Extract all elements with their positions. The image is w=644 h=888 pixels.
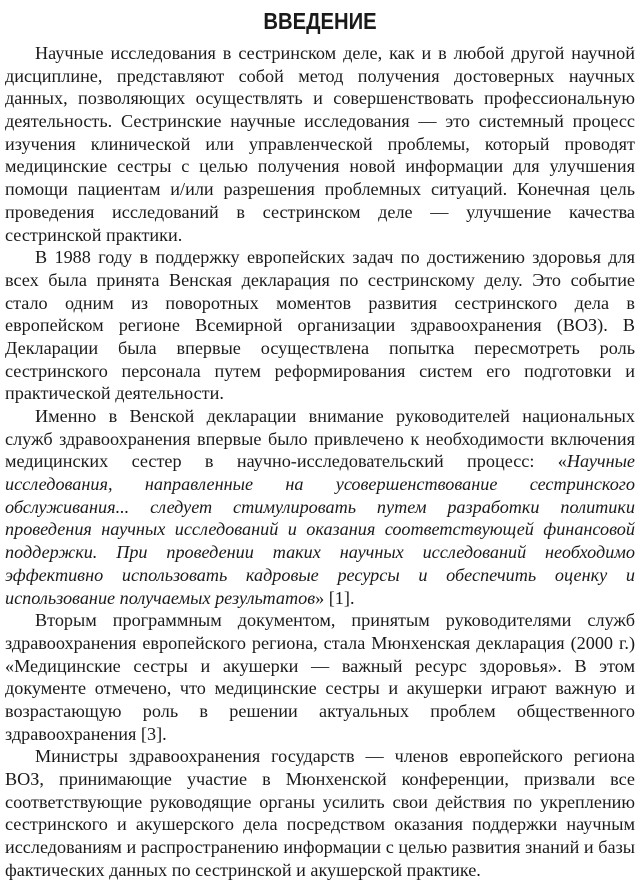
section-heading: ВВЕДЕНИЕ [263,8,377,34]
paragraph-4: Вторым программным документом, принятым руководителями служб здравоохранения европейского региона, стала Мюнхенская декларация (2000 г.) «Медицинские сестры и акушерки — важный ресурс здоровья». В этом документе отмечено, что медицинские сестры и акушерки играют важную и возрастающую роль в решении актуальных проблем общественного здравоохранения [3]. [5,610,635,744]
paragraph-3-lead: Именно в Венской декларации внимание руководителей национальных служб здравоохранения впервые было привлечено к необходимости включения медицинских сестер в научно-исследовательский процесс: « [5,406,635,472]
paragraph-2: В 1988 году в поддержку европейских задач по достижению здоровья для всех была принята Венская декларация по сестринскому делу. Это событие стало одним из поворотных моментов развития сестринского дела в европейском регионе Всемирной организации здравоохранения (ВОЗ). В Декларации была впервые осуществлена попытка пересмотреть роль сестринского персонала путем реформирования систем его подготовки и практической деятельности. [5,247,635,404]
paragraph-3 [5,405,635,609]
paragraph-1: Научные исследования в сестринском деле, как и в любой другой научной дисциплине, представляют собой метод получения достоверных научных данных, позволяющих осуществлять и совершенствовать профессиональную деятельность. Сестринские научные исследования — это системный процесс изучения клинической или управленческой проблемы, который проводят медицинские сестры с целью получения новой информации для улучшения помощи пациентам и/или разрешения проблемных ситуаций. Конечная цель проведения исследований в сестринском деле — улучшение качества сестринской практики. [5,43,635,245]
paragraph-5: Министры здравоохранения государств — членов европейского региона ВОЗ, принимающие участие в Мюнхенской конференции, призвали все соответствующие руководящие органы усилить свои действия по укреплению сестринского и акушерского дела посредством оказания поддержки научным исследованиям и распространению информации с целью развития знаний и базы фактических данных по сестринской и акушерской практике. [5,746,635,880]
vienna-declaration-quote: Научные исследования, направленные на усовершенствование сестринского обслуживания... следует стимулировать путем разработки политики проведения научных исследований и оказания соответствующей финансовой поддержки. При проведении таких научных исследований необходимо эффективно использовать кадровые ресурсы и обеспечить оценку и использование получаемых результатов [5,451,635,608]
document-page [5,6,635,881]
paragraph-3-citation: » [1]. [315,587,355,608]
